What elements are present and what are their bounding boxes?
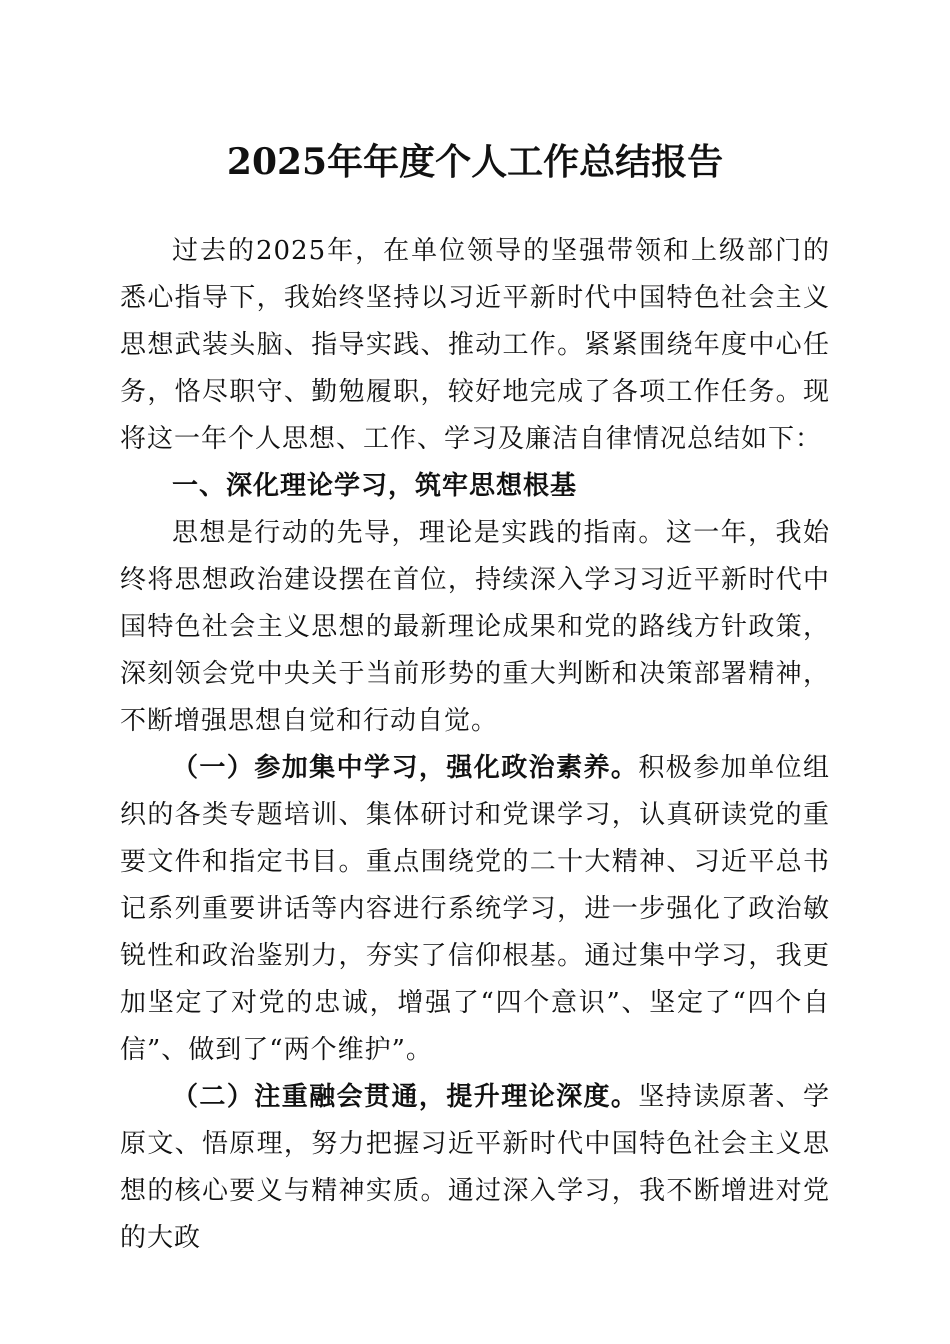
subsection-text-1: 积极参加单位组织的各类专题培训、集体研讨和党课学习，认真研读党的重要文件和指定书目。重点围绕党的二十大精神、习近平总书记系列重要讲话等内容进行系统学习，进一步强化了政治敏锐性和政治鉴别力，夯实了信仰根基。通过集中学习，我更加坚定了对党的忠诚，增强了“四个意识”、坚定了“四个自信”、做到了“两个维护”。 xyxy=(120,753,830,1065)
subsection-paragraph-2 xyxy=(120,1074,830,1262)
subsection-lead-2: （二）注重融会贯通，提升理论深度。 xyxy=(172,1082,639,1112)
document-title: 2025年年度个人工作总结报告 xyxy=(226,141,724,183)
subsection-text-2: 坚持读原著、学原文、悟原理，努力把握习近平新时代中国特色社会主义思想的核心要义与精神实质。通过深入学习，我不断增进对党的大政 xyxy=(120,1082,830,1253)
intro-paragraph: 过去的2025年，在单位领导的坚强带领和上级部门的悉心指导下，我始终坚持以习近平新时代中国特色社会主义思想武装头脑、指导实践、推动工作。紧紧围绕年度中心任务，恪尽职守、勤勉履职，较好地完成了各项工作任务。现将这一年个人思想、工作、学习及廉洁自律情况总结如下： xyxy=(120,236,830,454)
document-body xyxy=(120,228,830,1262)
subsection-lead-1: （一）参加集中学习，强化政治素养。 xyxy=(172,753,639,783)
section-paragraph: 思想是行动的先导，理论是实践的指南。这一年，我始终将思想政治建设摆在首位，持续深入学习习近平新时代中国特色社会主义思想的最新理论成果和党的路线方针政策，深刻领会党中央关于当前形势的重大判断和决策部署精神，不断增强思想自觉和行动自觉。 xyxy=(120,518,830,736)
section-heading: 一、深化理论学习，筑牢思想根基 xyxy=(172,471,578,501)
subsection-paragraph-1 xyxy=(120,745,830,1074)
